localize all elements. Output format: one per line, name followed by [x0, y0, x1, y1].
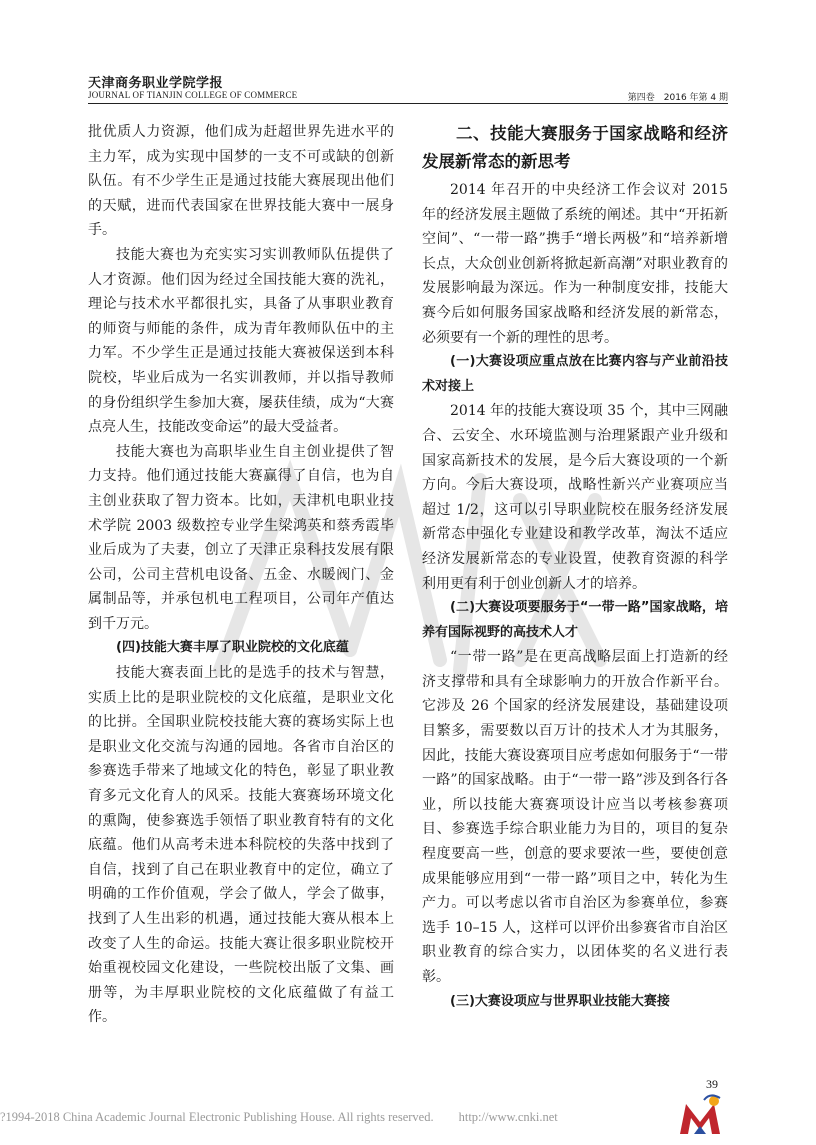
left-column	[88, 120, 394, 1030]
copyright-footer: ?1994-2018 China Academic Journal Electronic Publishing House. All rights reserved. http://www.cnki.net	[0, 1110, 558, 1124]
cnki-logo-icon	[676, 1094, 724, 1138]
body-paragraph: 技能大赛表面上比的是选手的技术与智慧，实质上比的是职业院校的文化底蕴，是职业文化的比拼。全国职业院校技能大赛的赛场实际上也是职业文化交流与沟通的园地。各省市自治区的参赛选手带来了地域文化的特色，彰显了职业教育多元文化育人的风采。技能大赛赛场环境文化的熏陶，使参赛选手领悟了职业教育特有的文化底蕴。他们从高考未进本科院校的失落中找到了自信，找到了自己在职业教育中的定位，确立了明确的工作价值观，学会了做人，学会了做事，找到了人生出彩的机遇，通过技能大赛从根本上改变了人生的命运。技能大赛让很多职业院校开始重视校园文化建设，一些院校出版了文集、画册等，为丰厚职业院校的文化底蕴做了有益工作。	[88, 665, 394, 1026]
journal-title-en: JOURNAL OF TIANJIN COLLEGE OF COMMERCE	[88, 90, 298, 100]
subsection-heading: (四)技能大赛丰厚了职业院校的文化底蕴	[116, 640, 349, 656]
body-paragraph: 批优质人力资源，他们成为赶超世界先进水平的主力军，成为实现中国梦的一支不可或缺的创新队伍。有不少学生正是通过技能大赛展现出他们的天赋，进而代表国家在世界技能大赛中一展身手。	[88, 124, 394, 239]
right-column	[422, 120, 728, 1014]
page-number: 39	[706, 1077, 718, 1091]
header-rule	[88, 103, 728, 104]
body-paragraph: 技能大赛也为充实实习实训教师队伍提供了人才资源。他们因为经过全国技能大赛的洗礼，理论与技术水平都很扎实，具备了从事职业教育的师资与师能的条件，成为青年教师队伍中的主力军。不少学生正是通过技能大赛被保送到本科院校，毕业后成为一名实训教师，并以指导教师的身份组织学生参加大赛，屡获佳绩，成为“大赛点亮人生，技能改变命运”的最大受益者。	[88, 246, 394, 436]
body-paragraph: “一带一路”是在更高战略层面上打造新的经济支撑带和具有全球影响力的开放合作新平台。它涉及 26 个国家的经济发展建设，基础建设项目繁多，需要数以百万计的技术人才为其服务，因此，技能大赛设赛项目应考虑如何服务于“一带一路”的国家战略。由于“一带一路”涉及到各行各业，所以技能大赛赛项设计应当以考核参赛项目、参赛选手综合职业能力为目的，项目的复杂程度要高一些，创意的要求要浓一些，要使创意成果能够应用到“一带一路”项目之中，转化为生产力。可以考虑以省市自治区为参赛单位，参赛选手 10–15 人，这样可以评价出参赛省市自治区职业教育的综合实力，以团体奖的名义进行表彰。	[422, 649, 728, 985]
subsection-heading: (二)大赛设项要服务于“一带一路”国家战略，培养有国际视野的高技术人才	[422, 600, 728, 640]
subsection-heading: (三)大赛设项应与世界职业技能大赛接	[450, 993, 670, 1009]
body-paragraph: 2014 年的技能大赛设项 35 个，其中三网融合、云安全、水环境监测与治理紧跟产业升级和国家高新技术的发展，是今后大赛设项的一个新方向。今后大赛设项，战略性新兴产业赛项应当超过 1/2，这可以引导职业院校在服务经济发展新常态中强化专业建设和教学改革，淘汰不适应经济发展新常态的专业设置，使教育资源的科学利用更有利于创业创新人才的培养。	[422, 403, 728, 592]
journal-title-cn: 天津商务职业学院学报	[88, 76, 224, 91]
body-paragraph: 技能大赛也为高职毕业生自主创业提供了智力支持。他们通过技能大赛赢得了自信，也为自主创业获取了智力资本。比如，天津机电职业技术学院 2003 级数控专业学生梁鸿英和蔡秀霞毕业后成为了夫妻，创立了天津正泉科技发展有限公司，公司主营机电设备、五金、水暖阀门、金属制品等，并承包机电工程项目，公司年产值达到千万元。	[88, 443, 394, 632]
body-paragraph: 2014 年召开的中央经济工作会议对 2015 年的经济发展主题做了系统的阐述。其中“开拓新空间”、“一带一路”携手“增长两极”和“培养新增长点，大众创业创新将掀起新高潮”对职业教育的发展影响最为深远。作为一种制度安排，技能大赛今后如何服务国家战略和经济发展的新常态，必须要有一个新的理性的思考。	[422, 182, 728, 346]
subsection-heading: (一)大赛设项应重点放在比赛内容与产业前沿技术对接上	[422, 354, 728, 394]
section-heading: 二、技能大赛服务于国家战略和经济发展新常态的新思考	[422, 124, 728, 171]
issue-info: 第四卷 2016 年第 4 期	[627, 93, 728, 103]
